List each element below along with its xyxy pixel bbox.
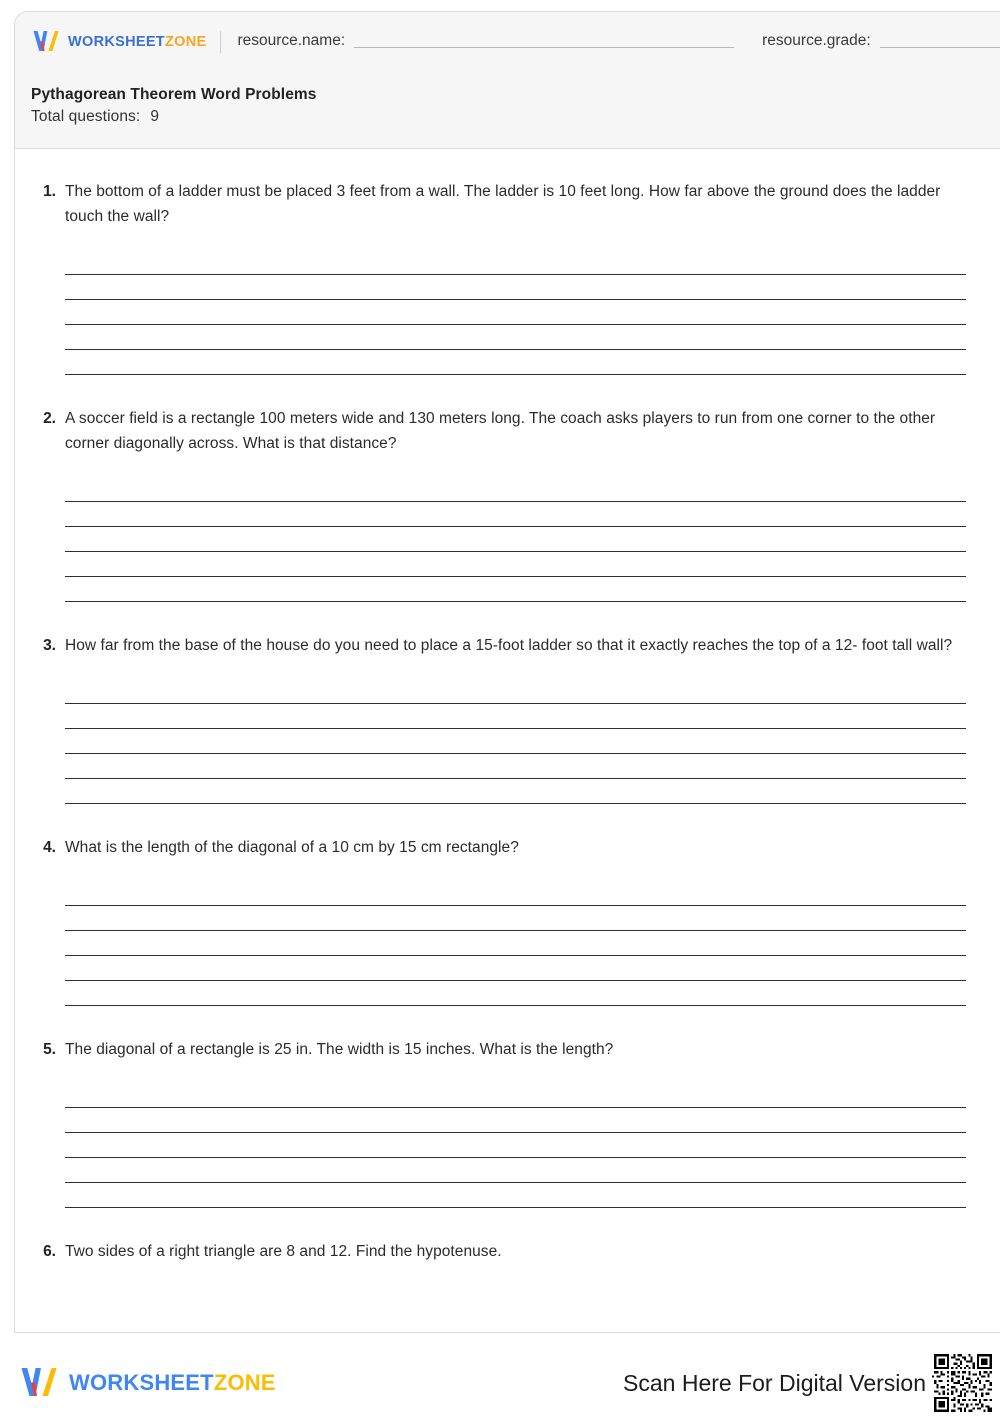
answer-line[interactable] bbox=[65, 350, 966, 375]
answer-lines[interactable] bbox=[65, 1062, 966, 1208]
question-spacer bbox=[33, 375, 966, 406]
answer-lines[interactable] bbox=[65, 456, 966, 602]
answer-line[interactable] bbox=[65, 1183, 966, 1208]
answer-line[interactable] bbox=[65, 779, 966, 804]
question-text: Two sides of a right triangle are 8 and 12. Find the hypotenuse. bbox=[65, 1243, 502, 1260]
answer-lines[interactable] bbox=[65, 229, 966, 375]
qr-code[interactable] bbox=[932, 1352, 994, 1414]
resource-name-input-rule[interactable] bbox=[354, 47, 734, 48]
answer-line[interactable] bbox=[65, 1158, 966, 1183]
question-body bbox=[65, 835, 966, 1006]
question-number: 3. bbox=[43, 637, 56, 654]
total-questions-count: 9 bbox=[150, 108, 160, 126]
total-questions-label: Total questions: bbox=[31, 108, 141, 126]
question-spacer bbox=[33, 804, 966, 835]
answer-line[interactable] bbox=[65, 729, 966, 754]
question-body bbox=[65, 406, 966, 602]
question-item bbox=[33, 835, 966, 1006]
question-text: The bottom of a ladder must be placed 3 feet from a wall. The ladder is 10 feet long. How far above the ground does the ladder touch the wall? bbox=[65, 183, 941, 225]
question-item bbox=[33, 1037, 966, 1208]
header-top-row bbox=[15, 12, 1000, 72]
answer-line[interactable] bbox=[65, 754, 966, 779]
answer-line[interactable] bbox=[65, 250, 966, 275]
question-number: 2. bbox=[43, 410, 56, 427]
question-number: 4. bbox=[43, 839, 56, 856]
answer-line[interactable] bbox=[65, 275, 966, 300]
resource-grade-label: resource.grade: bbox=[762, 32, 871, 50]
worksheet-header bbox=[15, 12, 1000, 149]
total-questions bbox=[31, 106, 1000, 128]
scan-here-text: Scan Here For Digital Version bbox=[623, 1369, 926, 1396]
answer-line[interactable] bbox=[65, 502, 966, 527]
resource-name-label: resource.name: bbox=[237, 32, 346, 50]
worksheet-card bbox=[14, 11, 1000, 1333]
question-number: 1. bbox=[43, 183, 56, 200]
worksheet-zone-logo-mark bbox=[18, 1365, 60, 1401]
question-body bbox=[65, 179, 966, 375]
page-footer bbox=[0, 1352, 1000, 1414]
question-text: The diagonal of a rectangle is 25 in. The width is 15 inches. What is the length? bbox=[65, 1041, 614, 1058]
logo-text-primary: WORKSHEET bbox=[68, 34, 165, 50]
resource-grade-field[interactable] bbox=[762, 33, 1000, 51]
header-meta bbox=[15, 72, 1000, 129]
answer-line[interactable] bbox=[65, 906, 966, 931]
question-item bbox=[33, 633, 966, 804]
answer-line[interactable] bbox=[65, 325, 966, 350]
answer-line[interactable] bbox=[65, 704, 966, 729]
question-spacer bbox=[33, 1208, 966, 1239]
resource-grade-input-rule[interactable] bbox=[880, 47, 1000, 48]
resource-name-field[interactable] bbox=[237, 33, 734, 51]
answer-line[interactable] bbox=[65, 981, 966, 1006]
question-body bbox=[65, 1239, 966, 1264]
answer-lines[interactable] bbox=[65, 860, 966, 1006]
question-text: A soccer field is a rectangle 100 meters wide and 130 meters long. The coach asks players to run from one corner to the other corner diagonally across. What is that distance? bbox=[65, 410, 936, 452]
question-text: What is the length of the diagonal of a 10 cm by 15 cm rectangle? bbox=[65, 839, 519, 856]
answer-line[interactable] bbox=[65, 552, 966, 577]
answer-line[interactable] bbox=[65, 477, 966, 502]
worksheet-zone-logo-mark bbox=[31, 29, 61, 55]
page-title: Pythagorean Theorem Word Problems bbox=[31, 86, 317, 103]
question-item bbox=[33, 1239, 966, 1264]
footer-logo-text-secondary: ZONE bbox=[213, 1370, 276, 1395]
answer-line[interactable] bbox=[65, 931, 966, 956]
answer-line[interactable] bbox=[65, 300, 966, 325]
answer-line[interactable] bbox=[65, 527, 966, 552]
question-number: 5. bbox=[43, 1041, 56, 1058]
answer-line[interactable] bbox=[65, 1133, 966, 1158]
footer-logo[interactable] bbox=[18, 1365, 276, 1401]
footer-scan-group bbox=[623, 1352, 1000, 1414]
question-spacer bbox=[33, 602, 966, 633]
header-divider bbox=[220, 31, 221, 53]
answer-line[interactable] bbox=[65, 577, 966, 602]
questions-list bbox=[15, 149, 1000, 1264]
answer-line[interactable] bbox=[65, 956, 966, 981]
answer-line[interactable] bbox=[65, 1108, 966, 1133]
question-number: 6. bbox=[43, 1243, 56, 1260]
footer-logo-text bbox=[69, 1370, 276, 1396]
question-item bbox=[33, 406, 966, 602]
question-body bbox=[65, 1037, 966, 1208]
question-text: How far from the base of the house do you need to place a 15-foot ladder so that it exactly reaches the top of a 12- foot tall wall? bbox=[65, 637, 953, 654]
logo-text-secondary: ZONE bbox=[164, 34, 207, 50]
question-spacer bbox=[33, 1006, 966, 1037]
answer-line[interactable] bbox=[65, 881, 966, 906]
answer-line[interactable] bbox=[65, 1083, 966, 1108]
answer-lines[interactable] bbox=[65, 658, 966, 804]
question-body bbox=[65, 633, 966, 804]
question-item bbox=[33, 179, 966, 375]
footer-logo-text-primary: WORKSHEET bbox=[69, 1370, 214, 1395]
answer-line[interactable] bbox=[65, 679, 966, 704]
worksheet-zone-logo-text bbox=[68, 34, 206, 50]
